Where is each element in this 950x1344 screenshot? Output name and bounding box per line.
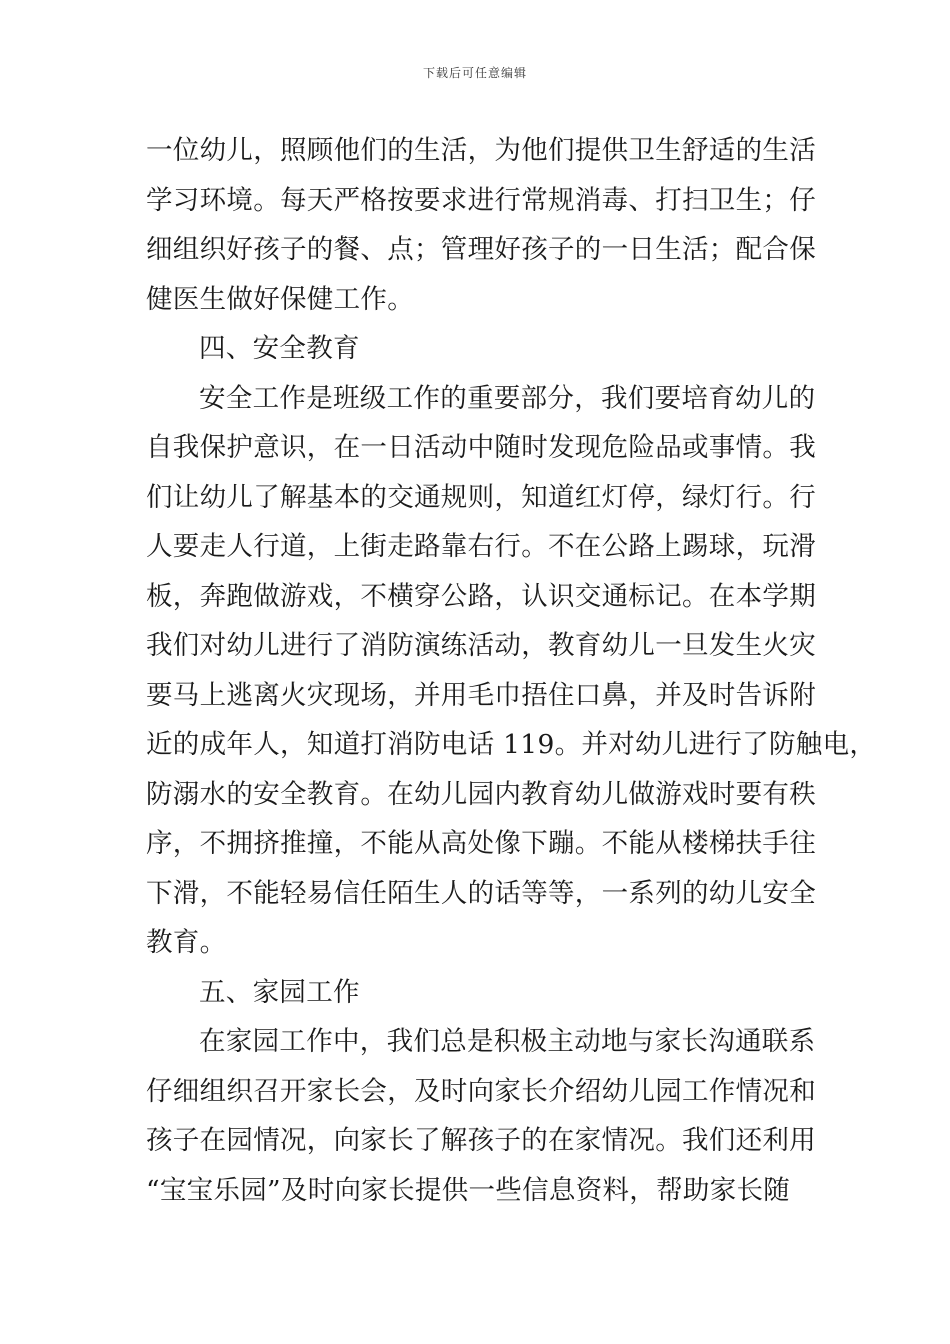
text-line: 序，不拥挤推撞，不能从高处像下蹦。不能从楼梯扶手往 — [146, 828, 816, 859]
document-body — [146, 126, 877, 1215]
text-line: 教育。 — [146, 927, 227, 958]
text-line: 一位幼儿，照顾他们的生活，为他们提供卫生舒适的生活 — [146, 135, 816, 166]
text-line: 板，奔跑做游戏，不横穿公路，认识交通标记。在本学期 — [146, 580, 816, 612]
text-line: 们让幼儿了解基本的交通规则，知道红灯停，绿灯行。行 — [146, 481, 816, 513]
text-line: 防溺水的安全教育。在幼儿园内教育幼儿做游戏时要有秩 — [146, 778, 816, 810]
text-line: 下滑，不能轻易信任陌生人的话等等，一系列的幼儿安全 — [146, 877, 816, 909]
text-line: 近的成年人，知道打消防电话 119。并对幼儿进行了防触电， — [146, 729, 877, 760]
text-line: 人要走人行道，上街走路靠右行。不在公路上踢球，玩滑 — [146, 531, 816, 562]
text-line: 四、安全教育 — [199, 333, 360, 364]
text-line: 安全工作是班级工作的重要部分，我们要培育幼儿的 — [199, 382, 816, 414]
text-line: 健医生做好保健工作。 — [146, 283, 414, 315]
text-line: 在家园工作中，我们总是积极主动地与家长沟通联系 — [199, 1026, 816, 1057]
page-header: 下载后可任意编辑 — [422, 66, 527, 80]
text-line: 孩子在园情况，向家长了解孩子的在家情况。我们还利用 — [146, 1125, 816, 1156]
text-line: “宝宝乐园”及时向家长提供一些信息资料，帮助家长随 — [146, 1174, 791, 1206]
text-line: 自我保护意识，在一日活动中随时发现危险品或事情。我 — [146, 432, 816, 463]
text-line: 我们对幼儿进行了消防演练活动，教育幼儿一旦发生火灾 — [146, 630, 816, 661]
text-line: 细组织好孩子的餐、点；管理好孩子的一日生活；配合保 — [146, 234, 816, 265]
text-line: 要马上逃离火灾现场，并用毛巾捂住口鼻，并及时告诉附 — [146, 679, 816, 711]
text-line: 仔细组织召开家长会，及时向家长介绍幼儿园工作情况和 — [146, 1075, 816, 1107]
text-line: 五、家园工作 — [199, 976, 360, 1008]
text-line: 学习环境。每天严格按要求进行常规消毒、打扫卫生；仔 — [146, 184, 816, 216]
